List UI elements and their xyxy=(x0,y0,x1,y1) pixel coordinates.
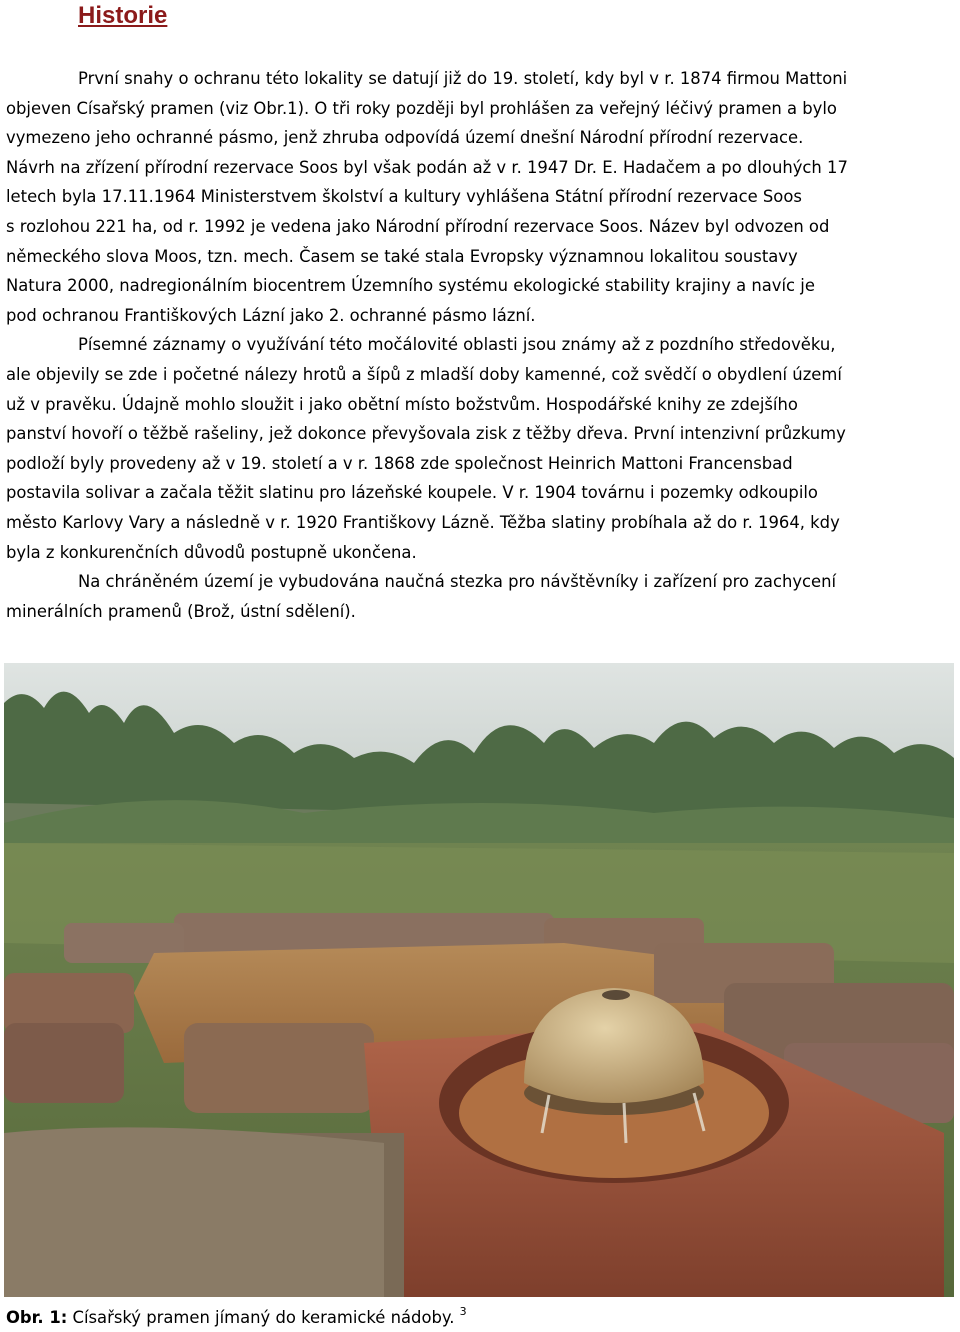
paragraph-1-line: vymezeno jeho ochranné pásmo, jenž zhruba odpovídá území dnešní Národní přírodní rezervace. xyxy=(6,128,804,148)
figure-photo-spring xyxy=(4,663,954,1297)
paragraph-3-line: Na chráněném území je vybudována naučná stezka pro návštěvníky i zařízení pro zachycení xyxy=(78,572,837,592)
paragraph-1-line: pod ochranou Františkových Lázní jako 2. ochranné pásmo lázní. xyxy=(6,305,536,325)
paragraph-1-line: letech byla 17.11.1964 Ministerstvem školství a kultury vyhlášena Státní přírodní rezervace Soos xyxy=(6,187,802,207)
spring-photo-image xyxy=(4,663,954,1297)
caption-footnote-ref: 3 xyxy=(459,1305,467,1318)
paragraph-1-line: Návrh na zřízení přírodní rezervace Soos byl však podán až v r. 1947 Dr. E. Hadačem a po dlouhých 17 xyxy=(6,157,848,177)
body-text xyxy=(6,64,946,626)
paragraph-1-line: německého slova Moos, tzn. mech. Časem se také stala Evropsky významnou lokalitou soustavy xyxy=(6,246,798,266)
paragraph-2-line: Písemné záznamy o využívání této močálovité oblasti jsou známy až z pozdního středověku, xyxy=(78,335,836,355)
paragraph-2-line: byla z konkurenčních důvodů postupně ukončena. xyxy=(6,542,417,562)
section-heading: Historie xyxy=(78,2,168,29)
paragraph-1-line: objeven Císařský pramen (viz Obr.1). O tři roky později byl prohlášen za veřejný léčivý pramen a bylo xyxy=(6,98,837,118)
paragraph-3-line: minerálních pramenů (Brož, ústní sdělení). xyxy=(6,601,356,621)
paragraph-1-line: Natura 2000, nadregionálním biocentrem Územního systému ekologické stability krajiny a navíc je xyxy=(6,276,815,296)
caption-text: Císařský pramen jímaný do keramické nádoby. xyxy=(67,1308,455,1327)
figure-caption xyxy=(6,1298,467,1332)
paragraph-2-line: město Karlovy Vary a následně v r. 1920 Františkovy Lázně. Těžba slatiny probíhala až do r. 1964, kdy xyxy=(6,512,840,532)
paragraph-2-line: postavila solivar a začala těžit slatinu pro lázeňské koupele. V r. 1904 továrnu i pozemky odkoupilo xyxy=(6,483,818,503)
paragraph-2-line: panství hovoří o těžbě rašeliny, jež dokonce převyšovala zisk z těžby dřeva. První intenzivní průzkumy xyxy=(6,424,846,444)
paragraph-2-line: podloží byly provedeny až v 19. století a v r. 1868 zde společnost Heinrich Mattoni Francensbad xyxy=(6,453,793,473)
paragraph-1-line: s rozlohou 221 ha, od r. 1992 je vedena jako Národní přírodní rezervace Soos. Název byl odvozen od xyxy=(6,216,830,236)
paragraph-2-line: ale objevily se zde i početné nálezy hrotů a šípů z mladší doby kamenné, což svědčí o obydlení území xyxy=(6,364,842,384)
paragraph-1-line: První snahy o ochranu této lokality se datují již do 19. století, kdy byl v r. 1874 firmou Mattoni xyxy=(78,69,848,88)
caption-label: Obr. 1: xyxy=(6,1308,68,1327)
paragraph-2-line: už v pravěku. Údajně mohlo sloužit i jako obětní místo božstvům. Hospodářské knihy ze zdejšího xyxy=(6,394,798,414)
